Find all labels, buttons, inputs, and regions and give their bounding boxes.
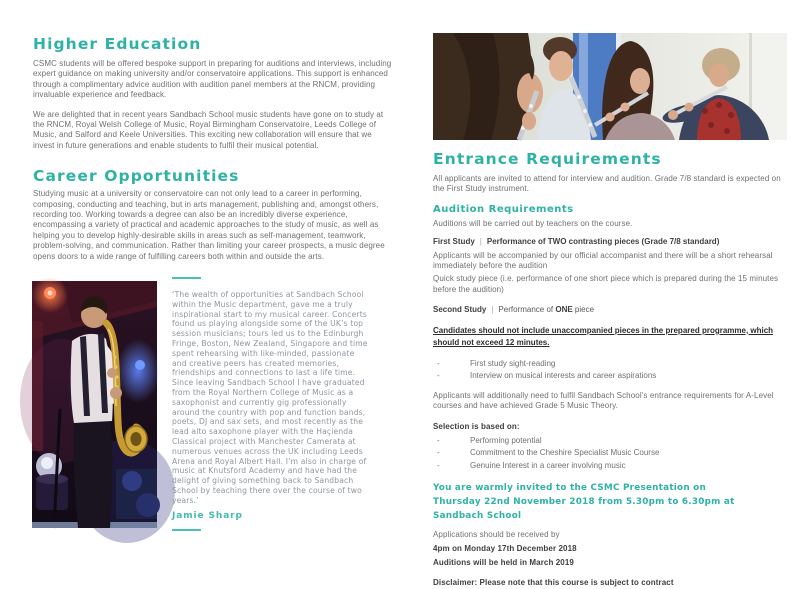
saxophonist-photo-graphic (32, 281, 157, 528)
pipe-separator: | (479, 237, 482, 247)
bullet-text: First study sight-reading (470, 358, 556, 368)
second-study-line (433, 305, 787, 315)
list-item (433, 447, 787, 459)
audition-requirements-title: Audition Requirements (433, 203, 574, 215)
higher-education-paragraph-2: We are delighted that in recent years Sandbach School music students have gone on to study at the RNCM, Royal Welsh College of Music, Royal Birmingham Conservatoire, Leeds College of Music, and Salford and Keele Universities. This exciting new collaboration will ensure that we invest in future generations and enable students to fulfil their musical potential. (33, 109, 384, 150)
applications-deadline: 4pm on Monday 17th December 2018 (433, 544, 577, 554)
csmc-presentation-invite (433, 481, 787, 523)
bullet-text: Commitment to the Cheshire Specialist Music Course (470, 448, 660, 458)
list-item (433, 370, 787, 382)
bullet-text: Interview on musical interests and career aspirations (470, 370, 657, 380)
first-study-desc: Performance of TWO contrasting pieces (Grade 7/8 standard) (486, 237, 720, 247)
career-opportunities-title: Career Opportunities (33, 167, 240, 186)
entrance-requirements-title: Entrance Requirements (433, 150, 662, 168)
student-quote-block (172, 277, 370, 531)
invite-line-2: Thursday 22nd November 2018 from 5.30pm to 6.30pm at Sandbach School (433, 496, 735, 521)
career-opportunities-paragraph: Studying music at a university or conservatoire can not only lead to a career in performing, composing, conducting and teaching, but in arts management, publishing and, amongst others, recording too. Working towards a degree can also be an incredibly diverse experience, encompassing a variety of practical and academic approaches to the study of music, as well as helping you to develop highly-desirable skills in areas such as self-management, teamwork, problem-solving, and communication. Rather than limiting your career prospects, a music degree opens doors to a wide range of fulfilling careers both within and outside the arts. (33, 189, 385, 261)
first-study-label: First Study (433, 237, 475, 247)
applications-label: Applications should be received by (433, 529, 560, 539)
left-column (33, 0, 395, 262)
first-study-line (433, 237, 787, 247)
list-item (433, 358, 787, 370)
audition-requirements-intro: Auditions will be carried out by teachers on the course. (433, 218, 633, 228)
right-column (433, 0, 787, 589)
first-study-note-quick-study: Quick study piece (i.e. performance of one short piece which is prepared during the 15 minutes before the audition) (433, 274, 779, 294)
first-study-note-accompanist: Applicants will be accompanied by our official accompanist and there will be a short rehearsal immediately before the audition (433, 250, 773, 271)
bullet-text: Performing potential (470, 436, 542, 446)
bullet-dash: - (437, 436, 440, 446)
alevel-note: Applicants will additionally need to fulfil Sandbach School’s entrance requirements for A-Level courses and have achieved Grade 5 Music Theory. (433, 391, 774, 411)
bullet-text: Genuine Interest in a career involving music (470, 460, 626, 470)
higher-education-paragraph-1: CSMC students will be offered bespoke support in preparing for auditions and interviews, including expert guidance on making university and/or conservatoire applications. This support is enhanced through a complimentary advice audition with audition panel members at the RNCM, providing invaluable experience and feedback. (33, 59, 392, 100)
bullet-dash: - (437, 460, 440, 470)
bullet-dash: - (437, 448, 440, 458)
quote-divider-top (172, 277, 201, 279)
bullet-dash: - (437, 358, 440, 368)
quote-text: ‘The wealth of opportunities at Sandbach School within the Music department, gave me a truly inspirational start to my musical career. Concerts found us playing alongside some of the UK’s top session musicians; tours led us to the Edinburgh Fringe, Boston, New Zealand, Singapore and time spent rehearsing with like-minded, passionate and creative peers has created memories, friendships and connections to last a life time. Since leaving Sandbach School I have graduated from the Royal Northern College of Music as a saxophonist and currently gig professionally around the country with pop and function bands, poets, DJ and sax sets, and most recently as the lead alto saxophone player with the Haçienda Classical project with Manchester Camerata at numerous venues across the UK including Leeds Arena and Royal Albert Hall. I’m also in charge of music at Knutsford Academy and have had the delight of giving something back to Sandbach School by teaching there over the course of two years.’ (172, 290, 368, 505)
disclaimer: Disclaimer: Please note that this course is subject to contract (433, 578, 674, 588)
unaccompanied-pieces-warning: Candidates should not include unaccompanied pieces in the prepared programme, which should not exceed 12 minutes. (433, 325, 774, 348)
auditions-date: Auditions will be held in March 2019 (433, 557, 574, 567)
second-study-label: Second Study (433, 305, 487, 315)
invite-line-1: You are warmly invited to the CSMC Presentation on (433, 482, 706, 493)
bullet-dash: - (437, 370, 440, 380)
selection-title: Selection is based on: (433, 421, 520, 431)
list-item (433, 435, 787, 447)
second-study-desc-post: piece (572, 305, 595, 315)
audition-bullet-list (433, 358, 787, 382)
higher-education-title: Higher Education (33, 35, 202, 53)
pipe-separator: | (491, 305, 494, 315)
second-study-desc-pre: Performance of (498, 305, 556, 315)
quote-divider-bottom (172, 529, 201, 531)
list-item (433, 460, 787, 472)
quote-author: Jamie Sharp (172, 510, 243, 521)
saxophonist-photo (32, 281, 157, 528)
selection-bullet-list (433, 435, 787, 472)
entrance-requirements-intro: All applicants are invited to attend for interview and audition. Grade 7/8 standard is expected on the First Study instrument. (433, 174, 781, 194)
second-study-desc-bold: ONE (555, 305, 573, 315)
